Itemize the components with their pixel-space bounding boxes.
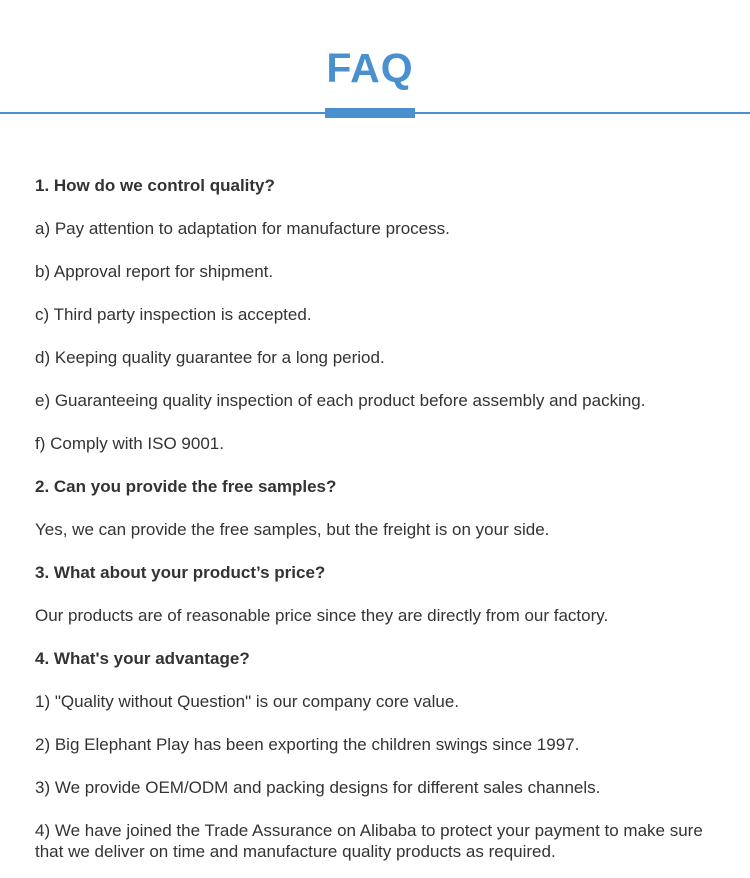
- faq-item-samples: [35, 476, 725, 541]
- faq-header: [0, 0, 750, 120]
- faq-list: [35, 175, 725, 862]
- faq-answer-line: e) Guaranteeing quality inspection of each product before assembly and packing.: [35, 391, 646, 410]
- faq-item-quality: [35, 175, 725, 455]
- faq-answer-line: b) Approval report for shipment.: [35, 262, 274, 281]
- faq-answer-line: Our products are of reasonable price since they are directly from our factory.: [35, 606, 609, 625]
- faq-answer-line: 1) "Quality without Question" is our company core value.: [35, 692, 460, 711]
- header-divider-accent: [325, 108, 415, 118]
- faq-answer-line: 4) We have joined the Trade Assurance on Alibaba to protect your payment to make sure that we deliver on time and manufacture quality products as required.: [35, 821, 703, 861]
- faq-question: 1. How do we control quality?: [35, 176, 275, 195]
- page-title: FAQ: [326, 45, 414, 91]
- faq-item-price: [35, 562, 725, 627]
- faq-answer-line: f) Comply with ISO 9001.: [35, 434, 224, 453]
- faq-item-advantage: [35, 648, 725, 862]
- faq-answer-line: 2) Big Elephant Play has been exporting the children swings since 1997.: [35, 735, 580, 754]
- faq-answer-line: Yes, we can provide the free samples, but the freight is on your side.: [35, 520, 550, 539]
- faq-answer-line: c) Third party inspection is accepted.: [35, 305, 312, 324]
- faq-question: 4. What's your advantage?: [35, 649, 250, 668]
- faq-answer-line: d) Keeping quality guarantee for a long period.: [35, 348, 385, 367]
- faq-question: 2. Can you provide the free samples?: [35, 477, 337, 496]
- faq-question: 3. What about your product’s price?: [35, 563, 326, 582]
- faq-answer-line: a) Pay attention to adaptation for manufacture process.: [35, 219, 450, 238]
- faq-answer-line: 3) We provide OEM/ODM and packing designs for different sales channels.: [35, 778, 601, 797]
